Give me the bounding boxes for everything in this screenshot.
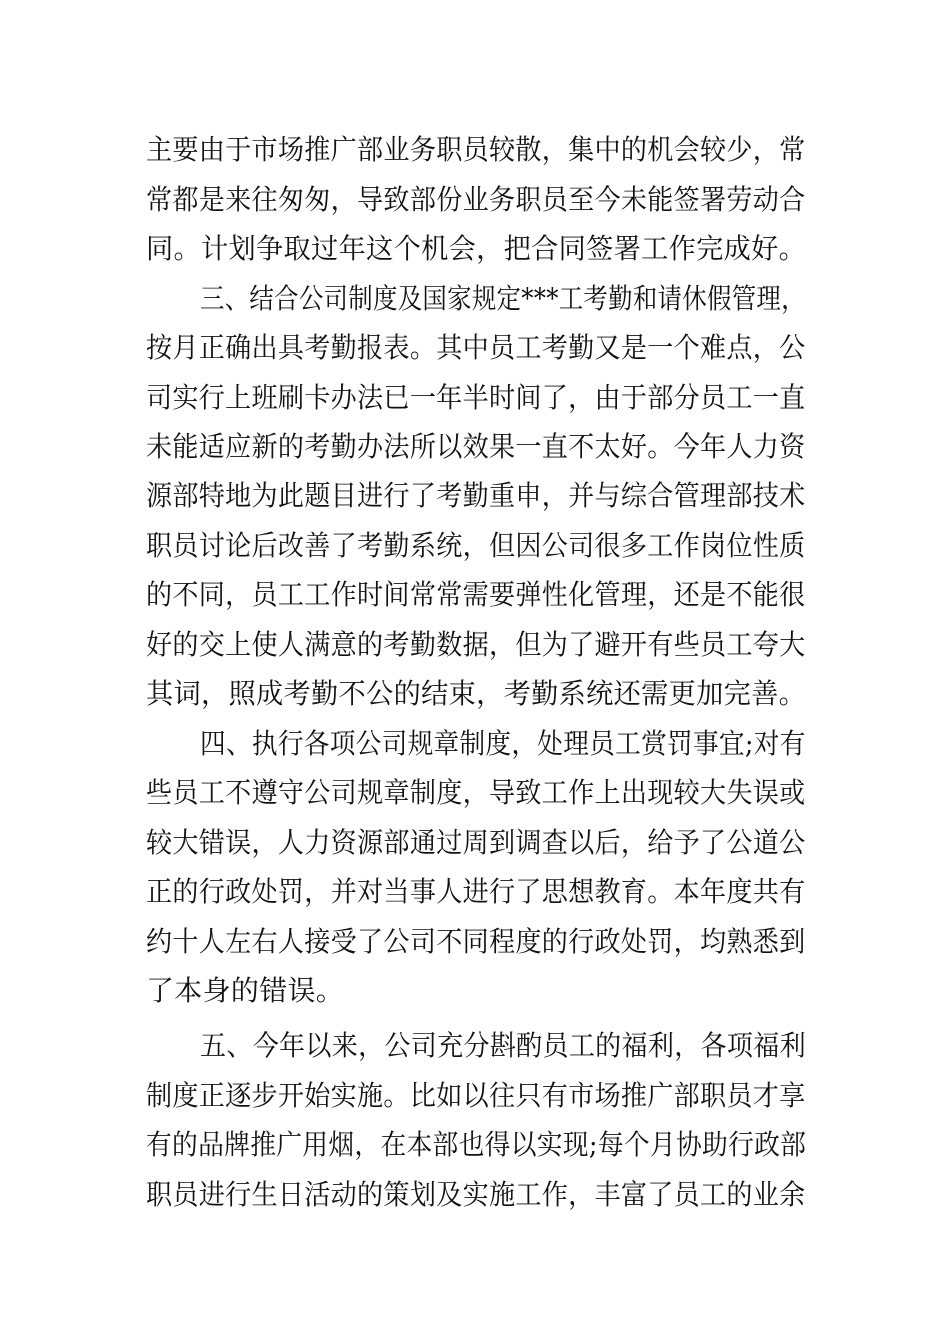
text-line: 其词，照成考勤不公的结束，考勤系统还需更加完善。: [146, 677, 807, 710]
text-line: 主要由于市场推广部业务职员较散，集中的机会较少，常: [146, 133, 806, 166]
text-line: 五、今年以来，公司充分斟酌员工的福利，各项福利: [200, 1029, 806, 1062]
text-line: 三、结合公司制度及国家规定***工考勤和请休假管理，: [200, 282, 806, 315]
text-line: 的不同，员工工作时间常常需要弹性化管理，还是不能很: [146, 578, 806, 611]
text-line: 好的交上使人满意的考勤数据，但为了避开有些员工夸大: [146, 628, 806, 661]
text-line: 四、执行各项公司规章制度，处理员工赏罚事宜;对有: [200, 727, 806, 760]
text-line: 常都是来往匆匆，导致部份业务职员至今未能签署劳动合: [146, 183, 806, 216]
text-line: 约十人左右人接受了公司不同程度的行政处罚，均熟悉到: [146, 925, 806, 958]
text-line: 同。计划争取过年这个机会，把合同签署工作完成好。: [146, 232, 807, 265]
text-line: 正的行政处罚，并对当事人进行了思想教育。本年度共有: [146, 875, 806, 908]
text-line: 有的品牌推广用烟，在本部也得以实现;每个月协助行政部: [146, 1128, 807, 1161]
text-line: 按月正确出具考勤报表。其中员工考勤又是一个难点，公: [146, 331, 806, 364]
text-line: 源部特地为此题目进行了考勤重申，并与综合管理部技术: [146, 479, 806, 512]
text-line: 了本身的错误。: [146, 974, 345, 1007]
text-line: 司实行上班刷卡办法已一年半时间了，由于部分员工一直: [146, 381, 806, 414]
text-line: 未能适应新的考勤办法所以效果一直不太好。今年人力资: [146, 430, 806, 463]
text-line: 较大错误，人力资源部通过周到调查以后，给予了公道公: [146, 826, 806, 859]
text-line: 职员进行生日活动的策划及实施工作，丰富了员工的业余: [146, 1178, 806, 1211]
text-line: 制度正逐步开始实施。比如以往只有市场推广部职员才享: [146, 1079, 806, 1112]
text-line: 些员工不遵守公司规章制度，导致工作上出现较大失误或: [146, 776, 806, 809]
text-line: 职员讨论后改善了考勤系统，但因公司很多工作岗位性质: [146, 529, 806, 562]
